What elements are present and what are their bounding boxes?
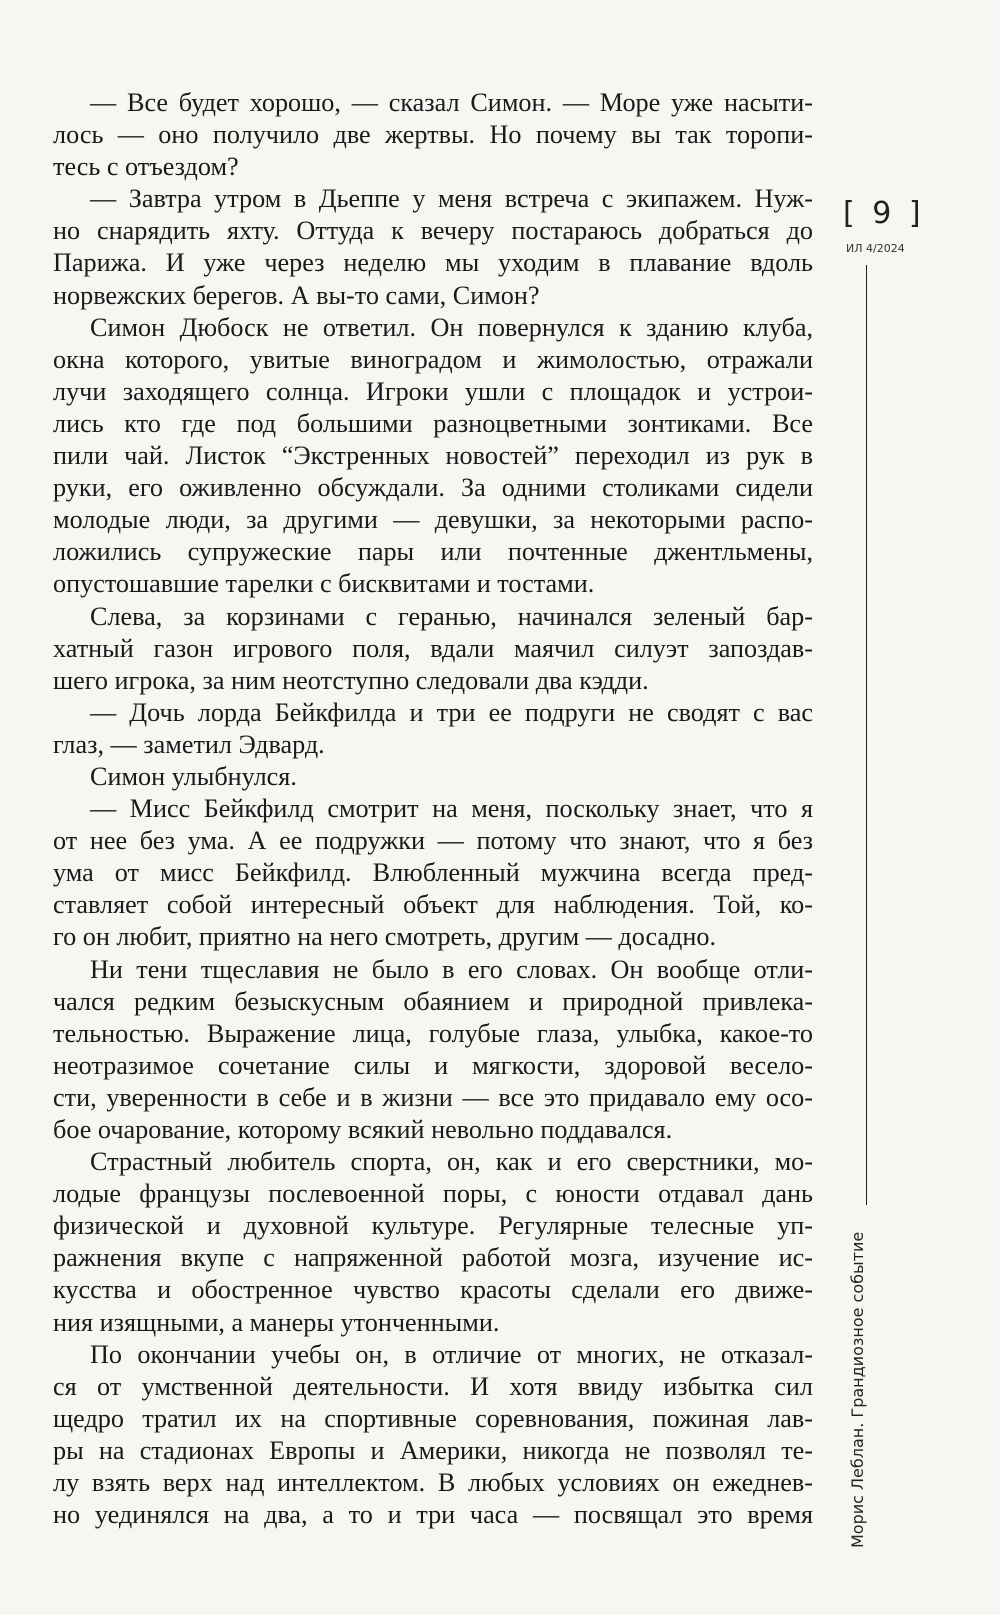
body-text: [53, 87, 813, 1531]
margin-rule: [866, 265, 867, 1205]
text-line: но уединялся на два, а то и три часа — посвящал это время: [53, 1500, 813, 1530]
text-line: лу взять верх над интеллектом. В любых условиях он ежеднев-: [53, 1468, 813, 1498]
paragraph-2: [53, 183, 813, 311]
text-line: от нее без ума. А ее подружки — потому что знают, что я без: [53, 826, 813, 856]
paragraph-6: [53, 761, 813, 793]
text-line: физической и духовной культуре. Регулярные телесные уп-: [53, 1211, 813, 1241]
paragraph-3: [53, 312, 813, 601]
paragraph-1: [53, 87, 813, 183]
text-line: лодые французы послевоенной поры, с юности отдавал дань: [53, 1179, 813, 1209]
page-number: [ 9 ]: [843, 196, 925, 231]
text-line: кусства и обостренное чувство красоты сделали его движе-: [53, 1275, 813, 1305]
text-line: лучи заходящего солнца. Игроки ушли с площадок и устрои-: [53, 376, 813, 406]
paragraph-7: [53, 793, 813, 953]
paragraph-8: [53, 954, 813, 1147]
text-line: норвежских берегов. А вы-то сами, Симон?: [53, 280, 540, 310]
paragraph-9: [53, 1146, 813, 1339]
text-line: хатный газон игрового поля, вдали маячил силуэт запоздав-: [53, 633, 813, 663]
text-line: опустошавшие тарелки с бисквитами и тостами.: [53, 569, 595, 599]
text-line: руки, его оживленно обсуждали. За одними столиками сидели: [53, 473, 813, 503]
text-line: пили чай. Листок “Экстренных новостей” переходил из рук в: [53, 441, 813, 471]
text-line: По окончании учебы он, в отличие от многих, не отказал-: [90, 1339, 813, 1369]
text-line: сти, уверенности в себе и в жизни — все это придавало ему осо-: [53, 1082, 813, 1112]
text-line: неотразимое сочетание силы и мягкости, здоровой весело-: [53, 1050, 813, 1080]
text-line: — Мисс Бейкфилд смотрит на меня, поскольку знает, что я: [90, 794, 813, 824]
paragraph-10: [53, 1339, 813, 1532]
text-line: Страстный любитель спорта, он, как и его сверстники, мо-: [90, 1147, 813, 1177]
text-line: тельностью. Выражение лица, голубые глаза, улыбка, какое-то: [53, 1018, 813, 1048]
paragraph-4: [53, 601, 813, 697]
text-line: бое очарование, которому всякий невольно поддавался.: [53, 1115, 673, 1144]
text-line: — Дочь лорда Бейкфилда и три ее подруги не сводят с вас: [90, 697, 813, 727]
text-line: Слева, за корзинами с геранью, начинался зеленый бар-: [90, 601, 813, 631]
text-line: ражнения вкупе с напряженной работой мозга, изучение ис-: [53, 1243, 813, 1273]
paragraph-5: [53, 697, 813, 761]
text-line: тесь с отъездом?: [53, 152, 239, 182]
text-line: шего игрока, за ним неотступно следовали два кэдди.: [53, 665, 649, 695]
text-line: — Все будет хорошо, — сказал Симон. — Море уже насыти-: [90, 88, 813, 117]
text-line: го он любит, приятно на него смотреть, другим — досадно.: [53, 922, 717, 952]
text-line: молодые люди, за другими — девушки, за некоторыми распо-: [53, 505, 813, 535]
text-line: лось — оно получило две жертвы. Но почему вы так торопи-: [53, 120, 813, 150]
text-line: окна которого, увитые виноградом и жимолостью, отражали: [53, 344, 813, 374]
running-title: Морис Леблан. Грандиозное событие: [848, 1231, 867, 1548]
text-line: щедро тратил их на спортивные соревнования, пожиная лав-: [53, 1403, 813, 1433]
text-line: ставляет собой интересный объект для наблюдения. Той, ко-: [53, 890, 813, 920]
text-line: ры на стадионах Европы и Америки, никогда не позволял те-: [53, 1435, 813, 1465]
text-line: глаз, — заметил Эдвард.: [53, 729, 325, 759]
text-line: ума от мисс Бейкфилд. Влюбленный мужчина всегда пред-: [53, 858, 813, 888]
text-line: ся от умственной деятельности. И хотя ввиду избытка сил: [53, 1371, 813, 1401]
text-line: ложились супружеские пары или почтенные джентльмены,: [53, 537, 813, 567]
text-line: — Завтра утром в Дьеппе у меня встреча с экипажем. Нуж-: [90, 184, 813, 214]
text-line: Симон улыбнулся.: [90, 761, 297, 791]
text-line: Ни тени тщеславия не было в его словах. Он вообще отли-: [90, 954, 813, 984]
text-line: Парижа. И уже через неделю мы уходим в плавание вдоль: [53, 248, 813, 278]
text-line: чался редким безыскусным обаянием и природной привлека-: [53, 986, 813, 1016]
text-line: Симон Дюбоск не ответил. Он повернулся к зданию клуба,: [90, 312, 813, 342]
text-line: лись кто где под большими разноцветными зонтиками. Все: [53, 408, 813, 438]
text-line: ния изящными, а манеры утонченными.: [53, 1307, 500, 1337]
text-line: но снарядить яхту. Оттуда к вечеру постараюсь добраться до: [53, 216, 813, 246]
issue-label: ИЛ 4/2024: [846, 242, 905, 255]
